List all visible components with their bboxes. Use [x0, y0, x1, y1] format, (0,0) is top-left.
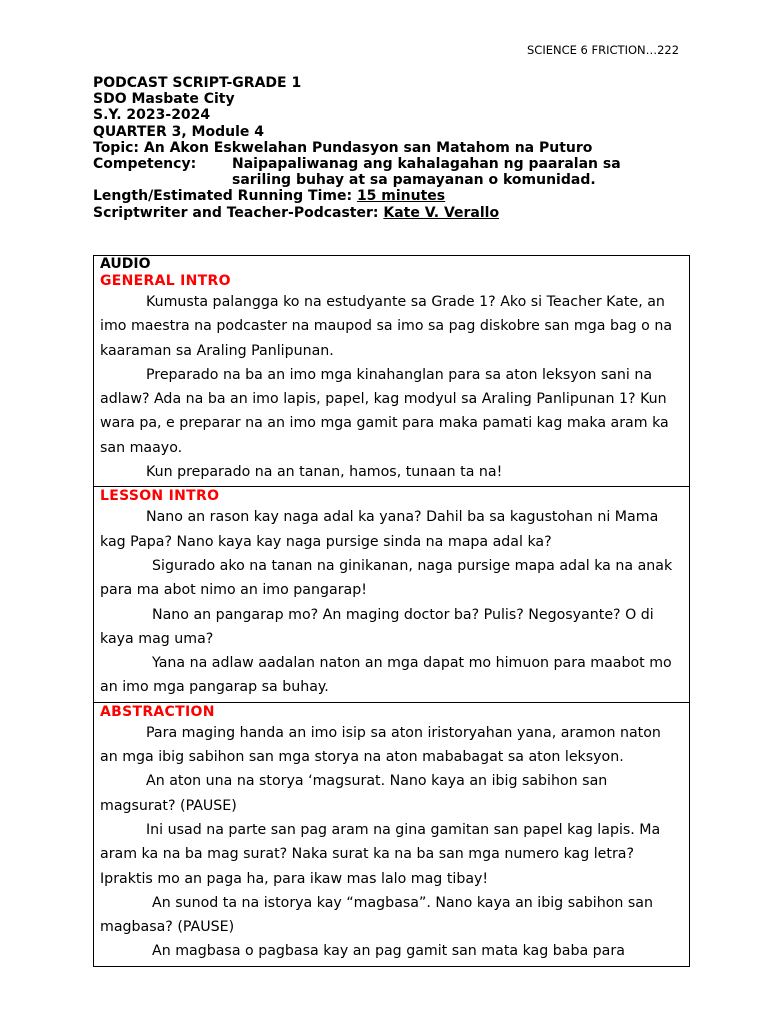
paragraph: Preparado na ba an imo mga kinahanglan para sa aton leksyon sani na adlaw? Ada na ba an imo lapis, papel, kag modyul sa Araling Panlipunan 1? Kun wara pa, e preparar na an imo mga gamit para maka pamati kag maka aram ka san maayo. — [100, 366, 669, 456]
quarter-module: QUARTER 3, Module 4 — [93, 123, 264, 140]
competency — [93, 156, 693, 188]
document-reference: SCIENCE 6 FRICTION…222 — [527, 43, 680, 57]
paragraph: Para maging handa an imo isip sa aton iristoryahan yana, aramon naton an mga ibig sabihon san mga storya na aton mababagat sa aton leksyon. — [100, 724, 661, 766]
competency-label: Competency: — [93, 156, 197, 173]
paragraph: Kumusta palangga ko na estudyante sa Grade 1? Ako si Teacher Kate, an imo maestra na podcaster na maupod sa imo sa pag diskobre san mga bag o na kaaraman sa Araling Panlipunan. — [100, 294, 673, 359]
paragraph: Kun preparado na an tanan, hamos, tunaan ta na! — [146, 464, 503, 481]
division-name: SDO Masbate City — [93, 91, 235, 108]
paragraph: Nano an rason kay naga adal ka yana? Dahil ba sa kagustohan ni Mama kag Papa? Nano kaya kay naga pursige sinda na mapa adal ka? — [100, 509, 659, 550]
running-time — [93, 188, 693, 204]
section-title: GENERAL INTRO — [100, 273, 231, 289]
scriptwriter — [93, 205, 693, 221]
audio-column-header: AUDIO — [100, 256, 151, 272]
section-general-intro — [94, 272, 689, 486]
script-metadata — [93, 75, 693, 221]
scriptwriter-value: Kate V. Verallo — [383, 204, 500, 221]
paragraph: An sunod ta na istorya kay “magbasa”. Nano kaya an ibig sabihon san magbasa? (PAUSE) — [100, 894, 653, 936]
paragraph: Ini usad na parte san pag aram na gina gamitan san papel kag lapis. Ma aram ka na ba mag surat? Naka surat ka na ba san mga numero kag letra? Ipraktis mo an paga ha, para ikaw mas lalo mag tibay! — [100, 821, 661, 887]
competency-value: Naipapaliwanag ang kahalagahan ng paaralan sa sariling buhay at sa pamayanan o komunidad. — [232, 156, 621, 189]
paragraph: Nano an pangarap mo? An maging doctor ba? Pulis? Negosyante? O di kaya mag uma? — [100, 606, 654, 647]
section-title: ABSTRACTION — [100, 703, 215, 720]
section-abstraction — [94, 702, 689, 966]
running-time-label: Length/Estimated Running Time: — [93, 188, 357, 205]
audio-script-table — [93, 255, 690, 967]
paragraph: Yana na adlaw aadalan naton an mga dapat mo himuon para maabot mo an imo mga pangarap sa buhay. — [100, 655, 672, 696]
paragraph: Sigurado ako na tanan na ginikanan, naga pursige mapa adal ka na anak para ma abot nimo an imo pangarap! — [100, 557, 673, 599]
paragraph: An magbasa o pagbasa kay an pag gamit san mata kag baba para — [152, 943, 625, 960]
running-time-value: 15 minutes — [356, 188, 446, 205]
section-title: LESSON INTRO — [100, 488, 220, 505]
paragraph: An aton una na storya ‘magsurat. Nano kaya an ibig sabihon san magsurat? (PAUSE) — [100, 773, 608, 814]
topic: Topic: An Akon Eskwelahan Pundasyon san Matahom na Puturo — [93, 139, 593, 156]
section-lesson-intro — [94, 486, 689, 701]
script-title: PODCAST SCRIPT-GRADE 1 — [93, 75, 302, 91]
school-year: S.Y. 2023-2024 — [93, 107, 211, 124]
scriptwriter-label: Scriptwriter and Teacher-Podcaster: — [93, 204, 384, 221]
